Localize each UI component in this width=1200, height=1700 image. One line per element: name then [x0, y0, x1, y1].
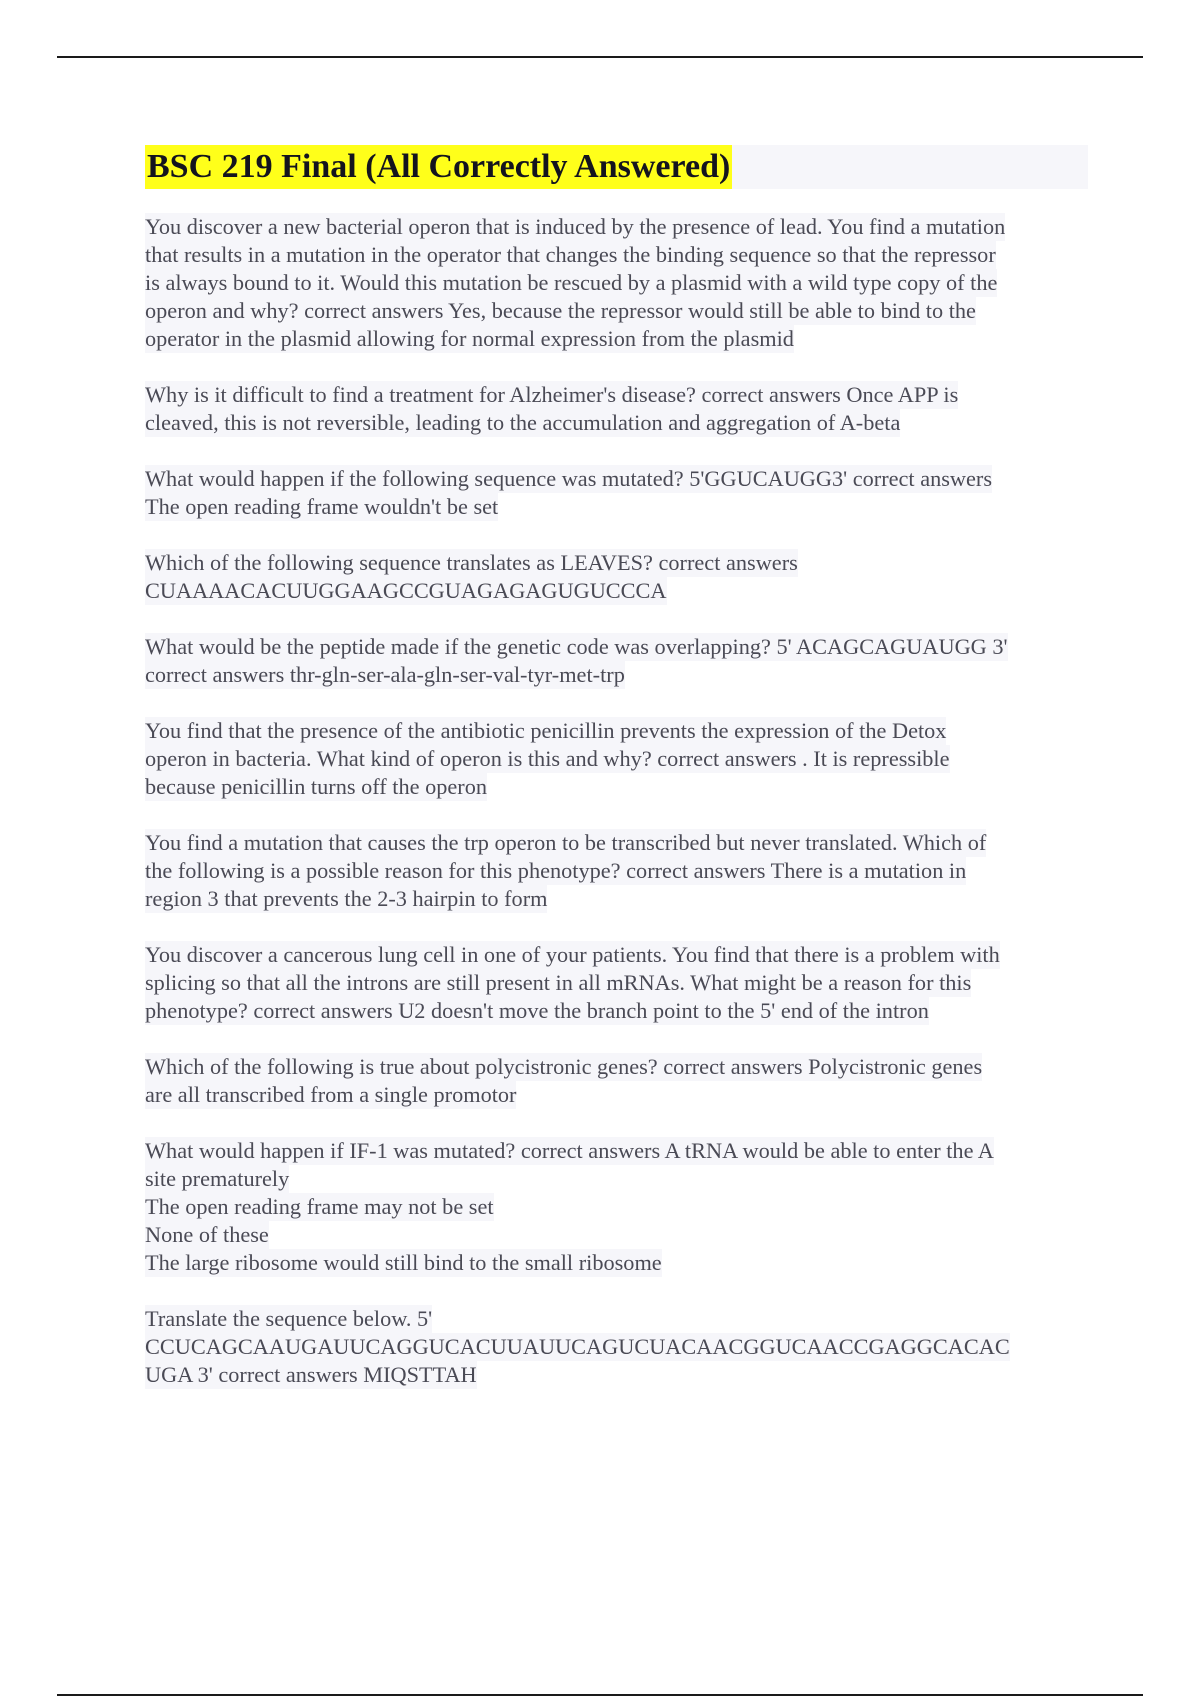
question-answer-item — [145, 465, 1090, 521]
text-line: Which of the following is true about polycistronic genes? correct answers Polycistronic genes — [145, 1054, 983, 1079]
text-line: Which of the following sequence translates as LEAVES? correct answers — [145, 550, 798, 575]
text-line: You discover a cancerous lung cell in one of your patients. You find that there is a problem with — [145, 942, 1000, 967]
text-line: is always bound to it. Would this mutation be rescued by a plasmid with a wild type copy of the — [145, 270, 998, 295]
text-line: Translate the sequence below. 5' — [145, 1306, 433, 1331]
text-line: You find a mutation that causes the trp operon to be transcribed but never translated. Which of — [145, 830, 987, 855]
question-answer-item — [145, 633, 1090, 689]
text-line: site prematurely — [145, 1166, 290, 1191]
document-title: BSC 219 Final (All Correctly Answered) — [145, 145, 732, 189]
text-line: because penicillin turns off the operon — [145, 774, 487, 799]
text-line: splicing so that all the introns are still present in all mRNAs. What might be a reason for this — [145, 970, 972, 995]
text-line: are all transcribed from a single promotor — [145, 1082, 517, 1107]
text-line: You find that the presence of the antibiotic penicillin prevents the expression of the Detox — [145, 718, 947, 743]
question-answer-item — [145, 941, 1090, 1025]
text-line: What would happen if the following sequence was mutated? 5'GGUCAUGG3' correct answers — [145, 466, 993, 491]
question-answer-item — [145, 381, 1090, 437]
question-answer-item — [145, 1053, 1090, 1109]
question-answer-item — [145, 1137, 1090, 1277]
text-line: correct answers thr-gln-ser-ala-gln-ser-val-tyr-met-trp — [145, 662, 625, 687]
text-line: The large ribosome would still bind to the small ribosome — [145, 1250, 662, 1275]
question-answer-item — [145, 549, 1090, 605]
text-line: operon in bacteria. What kind of operon is this and why? correct answers . It is repressible — [145, 746, 950, 771]
text-line: cleaved, this is not reversible, leading to the accumulation and aggregation of A-beta — [145, 410, 901, 435]
title-band — [145, 145, 1088, 189]
document-body — [145, 145, 1090, 1417]
text-line: the following is a possible reason for this phenotype? correct answers There is a mutation in — [145, 858, 967, 883]
text-line: that results in a mutation in the operator that changes the binding sequence so that the repressor — [145, 242, 996, 267]
text-line: UGA 3' correct answers MIQSTTAH — [145, 1362, 477, 1387]
text-line: CUAAAACACUUGGAAGCCGUAGAGAGUGUCCCA — [145, 578, 667, 603]
text-line: You discover a new bacterial operon that is induced by the presence of lead. You find a mutation — [145, 214, 1006, 239]
text-line: What would happen if IF-1 was mutated? correct answers A tRNA would be able to enter the A — [145, 1138, 994, 1163]
question-answer-item — [145, 1305, 1090, 1389]
question-answer-list — [145, 213, 1090, 1389]
top-rule — [57, 56, 1143, 58]
text-line: None of these — [145, 1222, 269, 1247]
question-answer-item — [145, 717, 1090, 801]
text-line: Why is it difficult to find a treatment for Alzheimer's disease? correct answers Once APP is — [145, 382, 959, 407]
question-answer-item — [145, 213, 1090, 353]
text-line: operator in the plasmid allowing for normal expression from the plasmid — [145, 326, 794, 351]
text-line: The open reading frame may not be set — [145, 1194, 494, 1219]
text-line: The open reading frame wouldn't be set — [145, 494, 499, 519]
text-line: phenotype? correct answers U2 doesn't move the branch point to the 5' end of the intron — [145, 998, 929, 1023]
question-answer-item — [145, 829, 1090, 913]
text-line: operon and why? correct answers Yes, because the repressor would still be able to bind to the — [145, 298, 976, 323]
text-line: What would be the peptide made if the genetic code was overlapping? 5' ACAGCAGUAUGG 3' — [145, 634, 1008, 659]
text-line: CCUCAGCAAUGAUUCAGGUCACUUAUUCAGUCUACAACGGUCAACCGAGGCACAC — [145, 1334, 1010, 1359]
text-line: region 3 that prevents the 2-3 hairpin to form — [145, 886, 548, 911]
bottom-rule — [57, 1694, 1143, 1696]
